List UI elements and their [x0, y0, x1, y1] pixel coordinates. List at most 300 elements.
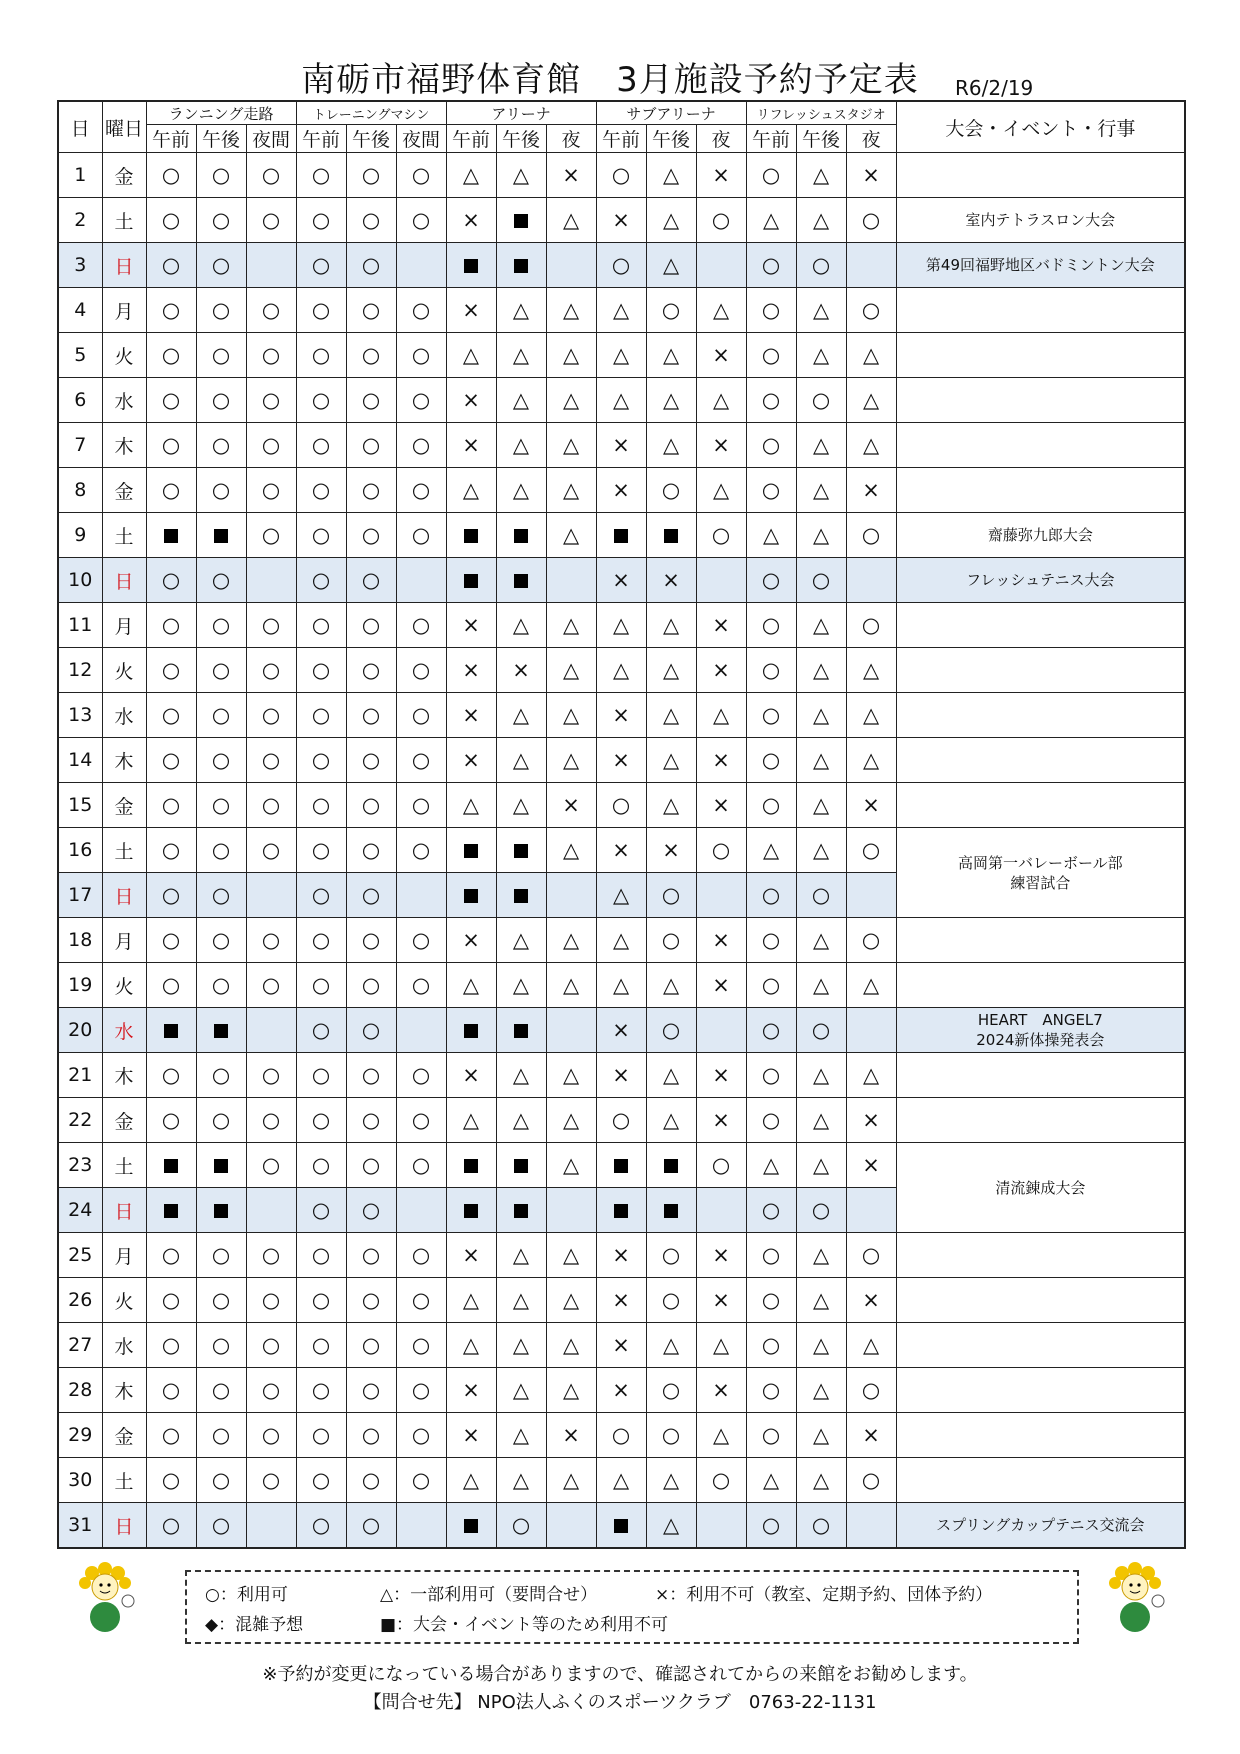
availability-mark: ○ [746, 333, 796, 378]
availability-mark: ○ [646, 468, 696, 513]
black-square-icon [164, 529, 178, 543]
availability-mark: ○ [146, 1413, 196, 1458]
weekday: 金 [102, 1098, 146, 1143]
event-closed-mark [496, 1188, 546, 1233]
black-square-icon [664, 1159, 678, 1173]
availability-mark: ○ [646, 1368, 696, 1413]
availability-mark: × [446, 1368, 496, 1413]
closed-slot [696, 1188, 746, 1233]
availability-mark: △ [546, 828, 596, 873]
availability-mark: ○ [146, 738, 196, 783]
availability-mark: ○ [696, 1143, 746, 1188]
availability-mark: △ [446, 783, 496, 828]
availability-mark: ○ [296, 1278, 346, 1323]
availability-mark: × [596, 423, 646, 468]
availability-mark: ○ [346, 1503, 396, 1549]
event-text: 練習試合 [1010, 873, 1071, 892]
day-number: 20 [58, 1008, 102, 1053]
event-text: 2024新体操発表会 [976, 1031, 1105, 1049]
weekday: 日 [102, 1188, 146, 1233]
page-title: 南砺市福野体育館 3月施設予約予定表 [301, 60, 919, 100]
availability-mark: △ [646, 783, 696, 828]
availability-mark: ○ [296, 153, 346, 198]
availability-mark: ○ [246, 198, 296, 243]
availability-mark: △ [646, 423, 696, 468]
availability-mark: △ [596, 603, 646, 648]
availability-mark: △ [546, 603, 596, 648]
black-square-icon [464, 574, 478, 588]
availability-mark: ○ [196, 243, 246, 288]
black-square-icon [214, 1204, 228, 1218]
availability-mark: △ [546, 198, 596, 243]
header-refresh-studio: リフレッシュスタジオ [746, 101, 896, 125]
availability-mark: × [446, 648, 496, 693]
event-cell-empty [896, 1233, 1185, 1278]
availability-mark: △ [546, 1458, 596, 1503]
availability-mark: △ [496, 963, 546, 1008]
availability-mark: × [596, 1008, 646, 1053]
table-row [58, 1413, 1185, 1458]
availability-mark: ○ [196, 693, 246, 738]
availability-mark: ○ [646, 873, 696, 918]
day-number: 31 [58, 1503, 102, 1549]
day-number: 3 [58, 243, 102, 288]
availability-mark: ○ [296, 288, 346, 333]
availability-mark: △ [546, 1098, 596, 1143]
event-cell-empty [896, 693, 1185, 738]
availability-mark: ○ [246, 1458, 296, 1503]
availability-mark: ○ [196, 873, 246, 918]
closed-slot [396, 1008, 446, 1053]
black-square-icon [464, 1204, 478, 1218]
availability-mark: ○ [746, 558, 796, 603]
event-closed-mark [446, 1503, 496, 1549]
availability-mark: ○ [246, 513, 296, 558]
availability-mark: ○ [296, 693, 346, 738]
availability-mark: ○ [246, 738, 296, 783]
availability-mark: × [446, 693, 496, 738]
availability-mark: ○ [146, 1233, 196, 1278]
event-closed-mark [446, 558, 496, 603]
day-number: 7 [58, 423, 102, 468]
availability-mark: ○ [746, 1278, 796, 1323]
event-text: 齋藤弥九郎大会 [987, 526, 1093, 544]
availability-mark: △ [796, 423, 846, 468]
availability-mark: ○ [296, 1503, 346, 1549]
event-closed-mark [496, 1008, 546, 1053]
availability-mark: △ [796, 288, 846, 333]
weekday: 月 [102, 918, 146, 963]
black-square-icon [614, 1204, 628, 1218]
table-row [58, 243, 1185, 288]
availability-mark: ○ [846, 828, 896, 873]
availability-mark: △ [496, 468, 546, 513]
availability-mark: ○ [296, 1368, 346, 1413]
availability-mark: △ [846, 693, 896, 738]
availability-mark: × [846, 1413, 896, 1458]
availability-mark: △ [796, 603, 846, 648]
availability-mark: × [446, 288, 496, 333]
availability-mark: × [546, 1413, 596, 1458]
availability-mark: × [846, 1143, 896, 1188]
black-square-icon [514, 889, 528, 903]
availability-mark: ○ [396, 423, 446, 468]
availability-mark: △ [796, 693, 846, 738]
weekday: 金 [102, 783, 146, 828]
availability-mark: △ [496, 693, 546, 738]
availability-mark: △ [796, 333, 846, 378]
availability-mark: ○ [696, 1458, 746, 1503]
header-running-track: ランニング走路 [146, 101, 296, 125]
availability-mark: △ [646, 1458, 696, 1503]
weekday: 日 [102, 243, 146, 288]
availability-mark: ○ [196, 1053, 246, 1098]
availability-mark: × [596, 693, 646, 738]
event-closed-mark [596, 1188, 646, 1233]
black-square-icon [664, 1204, 678, 1218]
mascot-logo-right [1100, 1555, 1170, 1635]
header-slot: 午後 [646, 125, 696, 153]
black-square-icon [514, 574, 528, 588]
event-cell-empty [896, 333, 1185, 378]
event-cell [896, 243, 1185, 288]
day-number: 14 [58, 738, 102, 783]
availability-mark: ○ [246, 783, 296, 828]
availability-mark: ○ [746, 378, 796, 423]
table-row [58, 1458, 1185, 1503]
weekday: 木 [102, 1053, 146, 1098]
weekday: 火 [102, 1278, 146, 1323]
availability-mark: ○ [396, 1053, 446, 1098]
availability-mark: × [496, 648, 546, 693]
closed-slot [546, 1503, 596, 1549]
availability-mark: △ [496, 1098, 546, 1143]
availability-mark: ○ [746, 738, 796, 783]
availability-mark: ○ [146, 243, 196, 288]
weekday: 火 [102, 648, 146, 693]
availability-mark: ○ [246, 1098, 296, 1143]
availability-mark: × [696, 603, 746, 648]
legend-unavailable: ×：利用不可（教室、定期予約、団体予約） [655, 1585, 993, 1605]
availability-mark: ○ [846, 513, 896, 558]
event-closed-mark [146, 1008, 196, 1053]
availability-mark: △ [646, 1323, 696, 1368]
availability-mark: ○ [146, 873, 196, 918]
availability-mark: ○ [746, 423, 796, 468]
table-row [58, 378, 1185, 423]
availability-mark: △ [596, 1458, 646, 1503]
availability-mark: ○ [396, 198, 446, 243]
availability-mark: △ [696, 468, 746, 513]
availability-mark: ○ [396, 783, 446, 828]
availability-mark: ○ [246, 378, 296, 423]
closed-slot [546, 243, 596, 288]
availability-mark: △ [496, 423, 546, 468]
black-square-icon [464, 1159, 478, 1173]
availability-mark: ○ [396, 333, 446, 378]
availability-mark: ○ [346, 378, 396, 423]
table-row [58, 1053, 1185, 1098]
event-cell-empty [896, 918, 1185, 963]
availability-mark: × [446, 378, 496, 423]
day-number: 24 [58, 1188, 102, 1233]
availability-mark: △ [446, 153, 496, 198]
closed-slot [546, 558, 596, 603]
availability-mark: △ [596, 918, 646, 963]
weekday: 月 [102, 603, 146, 648]
black-square-icon [614, 1159, 628, 1173]
availability-mark: △ [696, 378, 746, 423]
header-arena: アリーナ [446, 101, 596, 125]
availability-mark: △ [646, 963, 696, 1008]
availability-mark: △ [646, 1053, 696, 1098]
weekday: 木 [102, 423, 146, 468]
availability-mark: × [696, 1368, 746, 1413]
availability-mark: ○ [796, 873, 846, 918]
availability-mark: ○ [246, 1278, 296, 1323]
header-slot: 夜間 [246, 125, 296, 153]
availability-mark: △ [846, 1323, 896, 1368]
availability-mark: ○ [196, 648, 246, 693]
availability-mark: ○ [746, 693, 796, 738]
table-row [58, 513, 1185, 558]
day-number: 5 [58, 333, 102, 378]
issue-date: R6/2/19 [955, 76, 1034, 100]
availability-mark: × [596, 1053, 646, 1098]
availability-mark: ○ [196, 1413, 246, 1458]
event-text: フレッシュテニス大会 [966, 571, 1115, 589]
availability-mark: △ [796, 1098, 846, 1143]
day-number: 19 [58, 963, 102, 1008]
availability-mark: △ [546, 333, 596, 378]
event-cell [896, 198, 1185, 243]
event-cell-empty [896, 1278, 1185, 1323]
availability-mark: ○ [346, 693, 396, 738]
availability-mark: △ [796, 198, 846, 243]
closed-slot [396, 1503, 446, 1549]
event-closed-mark [446, 1188, 496, 1233]
availability-mark: ○ [396, 1413, 446, 1458]
availability-mark: ○ [246, 1413, 296, 1458]
availability-mark: ○ [296, 873, 346, 918]
table-row [58, 1503, 1185, 1549]
event-closed-mark [446, 513, 496, 558]
availability-mark: △ [646, 378, 696, 423]
availability-mark: ○ [246, 1368, 296, 1413]
availability-mark: × [446, 1053, 496, 1098]
availability-mark: ○ [246, 693, 296, 738]
availability-mark: △ [446, 1098, 496, 1143]
black-square-icon [664, 529, 678, 543]
availability-mark: △ [646, 738, 696, 783]
availability-mark: △ [446, 963, 496, 1008]
availability-mark: ○ [396, 693, 446, 738]
closed-slot [846, 558, 896, 603]
availability-mark: ○ [246, 153, 296, 198]
availability-mark: ○ [196, 1233, 246, 1278]
availability-mark: △ [646, 333, 696, 378]
availability-mark: ○ [746, 1233, 796, 1278]
day-number: 21 [58, 1053, 102, 1098]
table-row [58, 1233, 1185, 1278]
availability-mark: ○ [246, 648, 296, 693]
legend-event-closed: ■：大会・イベント等のため利用不可 [380, 1615, 669, 1635]
weekday: 月 [102, 288, 146, 333]
availability-mark: × [596, 198, 646, 243]
table-row [58, 198, 1185, 243]
weekday: 土 [102, 513, 146, 558]
availability-mark: △ [546, 1368, 596, 1413]
availability-mark: ○ [746, 153, 796, 198]
availability-mark: ○ [496, 1503, 546, 1549]
table-row [58, 153, 1185, 198]
header-slot: 午後 [196, 125, 246, 153]
availability-mark: × [696, 423, 746, 468]
header-slot: 夜 [696, 125, 746, 153]
availability-mark: △ [546, 1323, 596, 1368]
availability-mark: × [846, 1098, 896, 1143]
availability-mark: △ [546, 693, 596, 738]
availability-mark: ○ [296, 558, 346, 603]
availability-mark: × [696, 918, 746, 963]
event-cell-empty [896, 1053, 1185, 1098]
header-slot: 午前 [746, 125, 796, 153]
day-number: 6 [58, 378, 102, 423]
availability-mark: ○ [296, 333, 346, 378]
event-cell-empty [896, 738, 1185, 783]
availability-mark: × [596, 1233, 646, 1278]
availability-mark: ○ [346, 423, 396, 468]
availability-mark: ○ [196, 288, 246, 333]
availability-mark: △ [796, 648, 846, 693]
availability-mark: △ [696, 1323, 746, 1368]
table-row [58, 738, 1185, 783]
table-row [58, 1278, 1185, 1323]
availability-mark: ○ [246, 1323, 296, 1368]
closed-slot [396, 243, 446, 288]
table-row [58, 963, 1185, 1008]
availability-mark: ○ [396, 648, 446, 693]
black-square-icon [164, 1159, 178, 1173]
weekday: 日 [102, 1503, 146, 1549]
availability-mark: ○ [746, 1413, 796, 1458]
availability-mark: × [546, 783, 596, 828]
availability-mark: ○ [196, 333, 246, 378]
availability-mark: ○ [646, 288, 696, 333]
availability-mark: ○ [196, 828, 246, 873]
availability-mark: ○ [296, 1008, 346, 1053]
availability-mark: ○ [396, 1278, 446, 1323]
closed-slot [546, 1188, 596, 1233]
availability-mark: △ [496, 783, 546, 828]
availability-mark: ○ [246, 288, 296, 333]
availability-mark: ○ [846, 288, 896, 333]
event-cell [896, 513, 1185, 558]
availability-mark: ○ [346, 333, 396, 378]
availability-mark: △ [546, 648, 596, 693]
availability-mark: △ [796, 1233, 846, 1278]
closed-slot [846, 1503, 896, 1549]
availability-mark: △ [496, 1368, 546, 1413]
event-closed-mark [646, 1188, 696, 1233]
black-square-icon [464, 529, 478, 543]
availability-mark: △ [646, 198, 696, 243]
event-cell [896, 558, 1185, 603]
availability-mark: ○ [196, 468, 246, 513]
event-cell-empty [896, 648, 1185, 693]
availability-mark: △ [796, 1053, 846, 1098]
day-number: 26 [58, 1278, 102, 1323]
table-row [58, 783, 1185, 828]
availability-mark: × [596, 1368, 646, 1413]
event-text: HEART ANGEL7 [977, 1011, 1103, 1029]
availability-mark: ○ [246, 1233, 296, 1278]
availability-mark: ○ [396, 468, 446, 513]
header-slot: 午前 [296, 125, 346, 153]
availability-mark: × [696, 738, 746, 783]
header-slot: 午前 [446, 125, 496, 153]
availability-mark: △ [496, 1458, 546, 1503]
black-square-icon [514, 1024, 528, 1038]
availability-mark: ○ [346, 1413, 396, 1458]
availability-mark: △ [446, 1323, 496, 1368]
availability-mark: × [696, 1098, 746, 1143]
event-closed-mark [196, 1188, 246, 1233]
weekday: 水 [102, 1008, 146, 1053]
closed-slot [546, 1008, 596, 1053]
availability-mark: × [696, 333, 746, 378]
availability-mark: × [446, 603, 496, 648]
availability-mark: △ [546, 288, 596, 333]
availability-mark: △ [546, 1233, 596, 1278]
availability-mark: ○ [396, 828, 446, 873]
day-number: 11 [58, 603, 102, 648]
availability-mark: ○ [296, 918, 346, 963]
availability-mark: ○ [146, 783, 196, 828]
event-cell [896, 828, 1185, 918]
availability-mark: ○ [296, 738, 346, 783]
event-closed-mark [446, 1008, 496, 1053]
availability-mark: ○ [346, 873, 396, 918]
availability-mark: × [596, 828, 646, 873]
availability-mark: △ [596, 378, 646, 423]
availability-mark: × [446, 423, 496, 468]
availability-mark: ○ [396, 1458, 446, 1503]
availability-mark: × [846, 153, 896, 198]
availability-mark: ○ [246, 918, 296, 963]
availability-mark: ○ [846, 1368, 896, 1413]
availability-mark: ○ [196, 1098, 246, 1143]
event-cell-empty [896, 288, 1185, 333]
availability-mark: ○ [396, 1233, 446, 1278]
availability-mark: × [646, 828, 696, 873]
closed-slot [246, 243, 296, 288]
availability-mark: ○ [146, 963, 196, 1008]
availability-mark: ○ [296, 378, 346, 423]
availability-mark: ○ [696, 828, 746, 873]
availability-mark: × [646, 558, 696, 603]
header-slot: 午後 [346, 125, 396, 153]
availability-mark: △ [646, 603, 696, 648]
availability-mark: △ [796, 918, 846, 963]
availability-mark: ○ [196, 738, 246, 783]
availability-mark: △ [646, 1098, 696, 1143]
weekday: 火 [102, 963, 146, 1008]
availability-mark: ○ [346, 738, 396, 783]
event-closed-mark [496, 828, 546, 873]
closed-slot [396, 1188, 446, 1233]
event-cell-empty [896, 1323, 1185, 1368]
